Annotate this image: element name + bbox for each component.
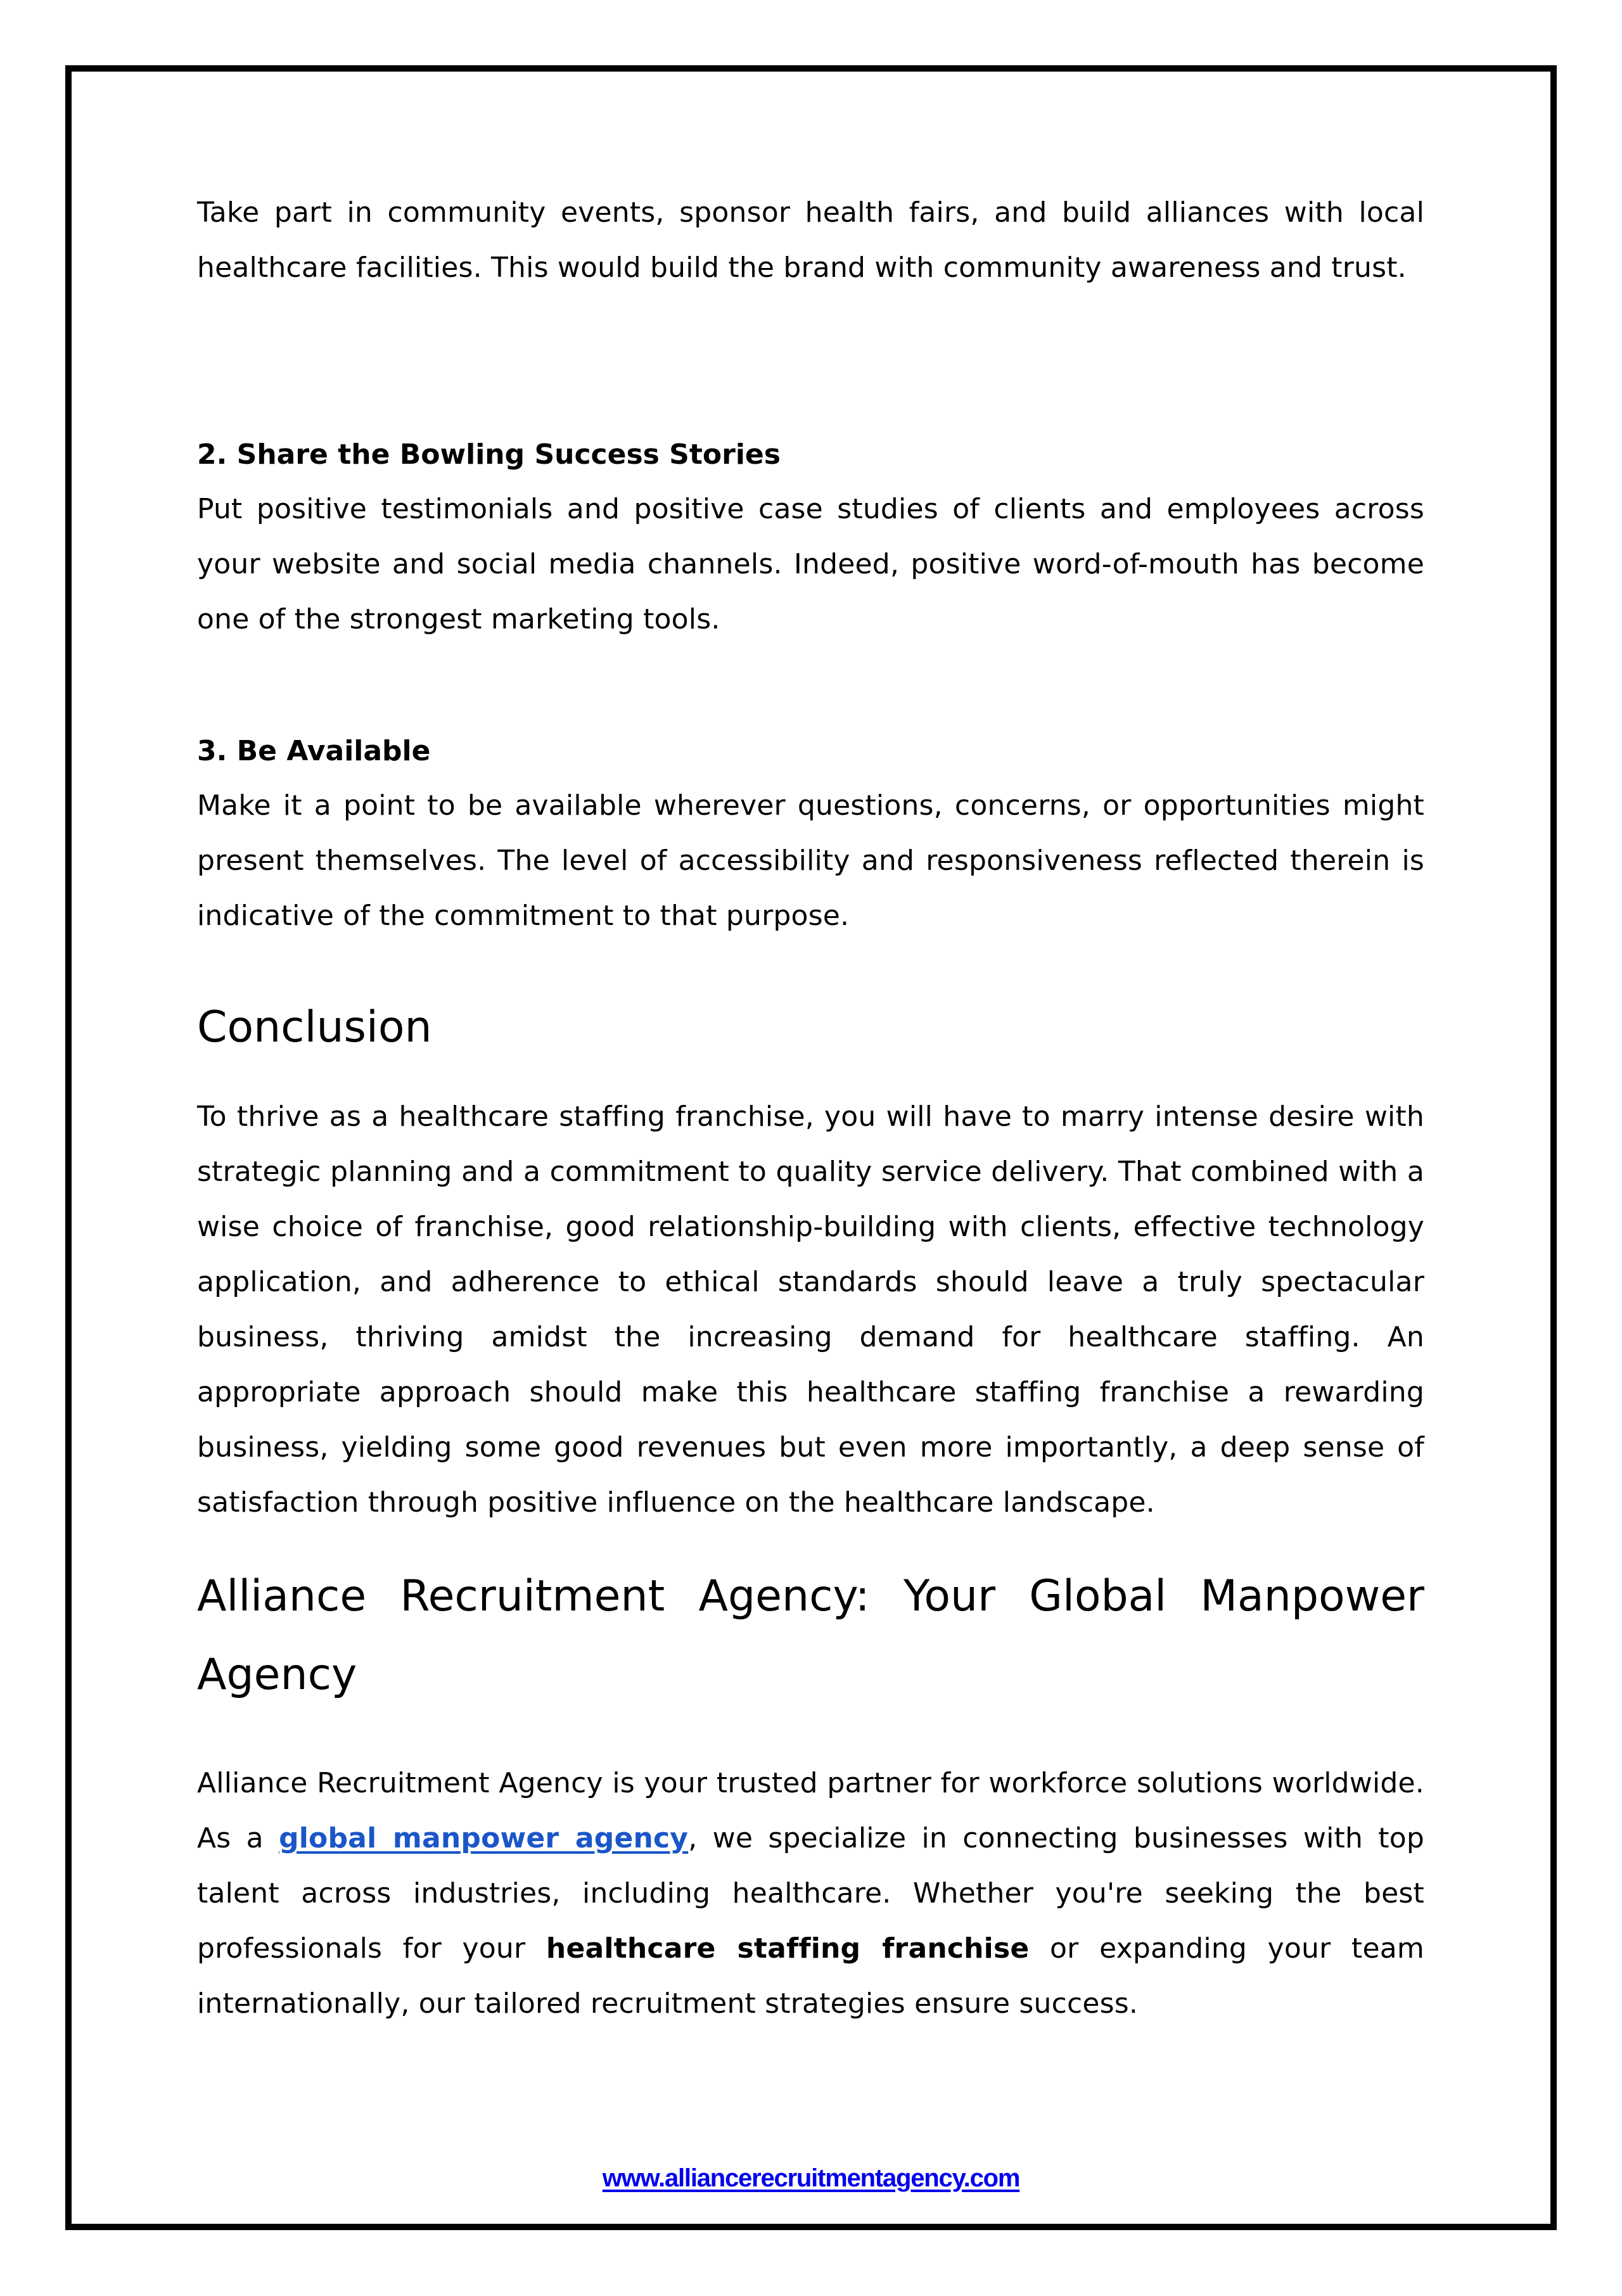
conclusion-paragraph: To thrive as a healthcare staffing franchise, you will have to marry intense desire with strategic planning and a commitment to quality service delivery. That combined with a wise choice of franchise, good relationship-building with clients, effective technology application, and adherence to ethical standards should leave a truly spectacular business, thriving amidst the increasing demand for healthcare staffing. An appropriate approach should make this healthcare staffing franchise a rewarding business, yielding some good revenues but even more importantly, a deep sense of satisfaction through positive influence on the healthcare landscape. [197, 1100, 1424, 1519]
section-body-be-available: Make it a point to be available wherever questions, concerns, or opportunities might present themselves. The level of accessibility and responsiveness reflected therein is indicative of the commitment to that purpose. [197, 789, 1424, 932]
section-body-share-success-stories: Put positive testimonials and positive case studies of clients and employees across your website and social media channels. Indeed, positive word-of-mouth has become one of the strongest marketing tools. [197, 493, 1424, 635]
agency-paragraph [197, 1756, 1424, 2031]
section-heading-share-success-stories: 2. Share the Bowling Success Stories [197, 438, 781, 471]
healthcare-staffing-franchise-bold: healthcare staffing franchise [546, 1932, 1030, 1965]
agency-text-part1: Alliance Recruitment Agency is your trusted partner for workforce solutions worldwide. As a [197, 1767, 1424, 1854]
page-footer [0, 2159, 1622, 2197]
intro-paragraph: Take part in community events, sponsor health fairs, and build alliances with local healthcare facilities. This would build the brand with community awareness and trust. [197, 196, 1424, 284]
agency-text-part3: or expanding your team internationally, our tailored recruitment strategies ensure success. [197, 1932, 1424, 2020]
agency-text-part2: , we specialize in connecting businesses with top talent across industries, including healthcare. Whether you're seeking the best professionals for your [197, 1822, 1425, 1965]
section-heading-be-available: 3. Be Available [197, 735, 431, 767]
footer-website-link[interactable]: www.alliancerecruitmentagency.com [602, 2164, 1020, 2192]
conclusion-heading: Conclusion [197, 1002, 432, 1052]
global-manpower-agency-link[interactable]: global manpower agency [279, 1822, 689, 1854]
agency-heading: Alliance Recruitment Agency: Your Global Manpower Agency [197, 1571, 1424, 1700]
